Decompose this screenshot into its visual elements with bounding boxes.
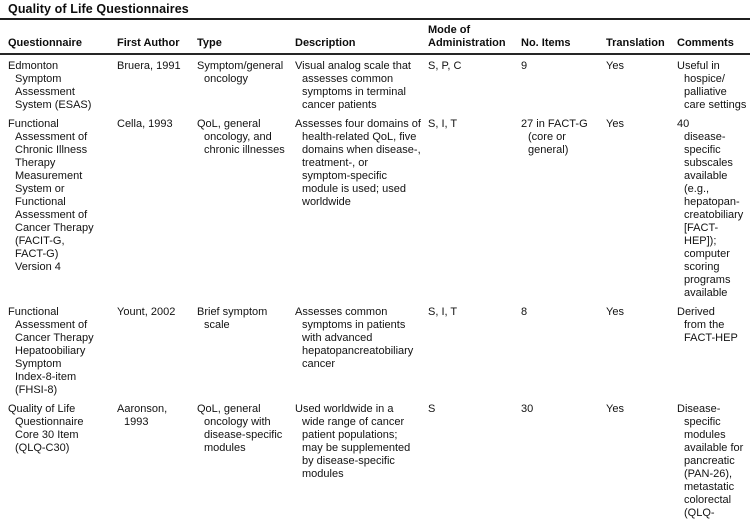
cell-line: may be supplemented [302, 442, 411, 454]
cell-description [295, 306, 428, 397]
cell-line: Chronic Illness [15, 144, 88, 156]
table-title: Quality of Life Questionnaires [8, 2, 189, 16]
cell-type [197, 306, 295, 397]
cell-line: Symptom/general [197, 60, 284, 72]
cell-line: (e.g., [684, 183, 710, 195]
cell-line: scale [204, 319, 230, 331]
cell-comments [677, 60, 747, 112]
cell-line: hepatopan- [684, 196, 740, 208]
cell-line: assesses common [302, 73, 394, 85]
cell-line: Index-8-item [15, 371, 77, 383]
table-row [0, 403, 750, 520]
table-row [0, 60, 750, 112]
cell-line: S, P, C [428, 60, 462, 72]
cell-line: cancer patients [302, 99, 377, 111]
cell-first-author [117, 403, 197, 520]
cell-line: First Author [117, 37, 180, 49]
cell-line: Measurement [15, 170, 83, 182]
cell-line: (core or [528, 131, 566, 143]
cell-line: 40 [677, 118, 690, 130]
cell-line: Assesses four domains of [295, 118, 421, 130]
cell-line: Functional [8, 306, 59, 318]
cell-line: metastatic [684, 481, 735, 493]
column-header-description [295, 37, 428, 50]
cell-line: Assessment of [15, 319, 88, 331]
column-header-first-author [117, 37, 197, 50]
cell-line: wide range of cancer [302, 416, 405, 428]
cell-no-items [521, 118, 606, 300]
cell-line: Assessment of [15, 209, 88, 221]
cell-questionnaire [8, 118, 117, 300]
cell-line: computer [684, 248, 730, 260]
cell-line: S, I, T [428, 118, 458, 130]
cell-line: symptoms in patients [302, 319, 406, 331]
cell-line: HEP]); [684, 235, 717, 247]
cell-line: Questionnaire [15, 416, 84, 428]
cell-line: colorectal [684, 494, 732, 506]
cell-translation [606, 60, 677, 112]
cell-line: pancreatic [684, 455, 735, 467]
cell-line: Cancer Therapy [15, 332, 94, 344]
cell-line: cancer [302, 358, 336, 370]
cell-comments [677, 403, 742, 520]
cell-line: palliative [684, 86, 727, 98]
cell-mode-of-administration [428, 118, 521, 300]
column-header-translation [606, 37, 677, 50]
cell-line: domains when disease-, [302, 144, 421, 156]
cell-line: Assesses common [295, 306, 388, 318]
cell-comments [677, 306, 742, 397]
table-row [0, 306, 750, 397]
cell-line: modules [302, 468, 344, 480]
cell-line: FACT-HEP [684, 332, 738, 344]
cell-line: FACT-G) [15, 248, 59, 260]
cell-line: Edmonton [8, 60, 59, 72]
cell-line: Symptom [15, 358, 62, 370]
cell-line: Questionnaire [8, 37, 82, 49]
cell-line: available [684, 170, 728, 182]
cell-description [295, 403, 428, 520]
cell-type [197, 118, 295, 300]
cell-line: (QLQ- [684, 507, 715, 519]
cell-questionnaire [8, 306, 117, 397]
cell-line: chronic illnesses [204, 144, 285, 156]
cell-line: QoL, general [197, 118, 261, 130]
cell-line: Therapy [15, 157, 56, 169]
cell-line: 8 [521, 306, 528, 318]
cell-line: Hepatoobiliary [15, 345, 86, 357]
cell-line: available [684, 287, 728, 299]
cell-line: Useful in [677, 60, 720, 72]
cell-first-author [117, 60, 197, 112]
cell-line: Aaronson, [117, 403, 168, 415]
cell-line: care settings [684, 99, 747, 111]
column-header-mode-of-administration [428, 24, 521, 50]
cell-line: oncology with [204, 416, 271, 428]
cell-line: S [428, 403, 436, 415]
column-header-questionnaire [8, 37, 117, 50]
cell-line: general) [528, 144, 569, 156]
cell-line: 1993 [124, 416, 149, 428]
cell-line: S, I, T [428, 306, 458, 318]
cell-line: Comments [677, 37, 734, 49]
cell-line: Yes [606, 403, 624, 415]
cell-line: treatment-, or [302, 157, 369, 169]
table-row [0, 118, 750, 300]
cell-line: [FACT- [684, 222, 719, 234]
cell-description [295, 118, 428, 300]
cell-line: Cella, 1993 [117, 118, 173, 130]
cell-line: hospice/ [684, 73, 725, 85]
cell-description [295, 60, 428, 112]
cell-line: 27 in FACT-G [521, 118, 588, 130]
cell-line: from the [684, 319, 725, 331]
cell-line: Bruera, 1991 [117, 60, 181, 72]
cell-line: Yount, 2002 [117, 306, 176, 318]
cell-line: Symptom [15, 73, 62, 85]
cell-line: Core 30 Item [15, 429, 79, 441]
cell-translation [606, 403, 677, 520]
cell-questionnaire [8, 60, 117, 112]
cell-mode-of-administration [428, 60, 521, 112]
cell-line: symptoms in terminal [302, 86, 406, 98]
cell-line: disease- [684, 131, 726, 143]
cell-line: Version 4 [15, 261, 61, 273]
cell-line: disease-specific [204, 429, 283, 441]
cell-line: No. Items [521, 37, 571, 49]
cell-line: patient populations; [302, 429, 398, 441]
cell-line: (FACIT-G, [15, 235, 65, 247]
table-body [0, 60, 750, 520]
cell-line: Type [197, 37, 222, 49]
cell-no-items [521, 60, 606, 112]
cell-no-items [521, 403, 606, 520]
cell-comments [677, 118, 742, 300]
cell-line: Functional [15, 196, 66, 208]
cell-line: (PAN-26), [684, 468, 733, 480]
cell-line: Quality of Life [8, 403, 76, 415]
cell-line: specific [684, 144, 721, 156]
cell-line: 30 [521, 403, 534, 415]
cell-line: Yes [606, 306, 624, 318]
cell-line: programs [684, 274, 731, 286]
cell-line: Yes [606, 60, 624, 72]
cell-line: Translation [606, 37, 665, 49]
cell-line: Yes [606, 118, 624, 130]
cell-type [197, 403, 295, 520]
cell-type [197, 60, 295, 112]
cell-line: oncology [204, 73, 249, 85]
cell-line: Brief symptom [197, 306, 268, 318]
cell-mode-of-administration [428, 403, 521, 520]
cell-line: System or [15, 183, 65, 195]
cell-line: Cancer Therapy [15, 222, 94, 234]
column-header-comments [677, 37, 742, 50]
cell-line: worldwide [302, 196, 351, 208]
cell-first-author [117, 118, 197, 300]
cell-line: available for [684, 442, 744, 454]
cell-line: Mode of [428, 24, 471, 36]
cell-line: (QLQ-C30) [15, 442, 70, 454]
cell-line: Administration [428, 37, 506, 49]
cell-line: Disease- [677, 403, 721, 415]
cell-translation [606, 306, 677, 397]
cell-line: symptom-specific [302, 170, 387, 182]
cell-mode-of-administration [428, 306, 521, 397]
cell-line: Used worldwide in a [295, 403, 394, 415]
cell-line: Visual analog scale that [295, 60, 411, 72]
column-header-no-items [521, 37, 606, 50]
cell-line: Description [295, 37, 356, 49]
cell-line: oncology, and [204, 131, 272, 143]
cell-line: by disease-specific [302, 455, 395, 467]
cell-questionnaire [8, 403, 117, 520]
cell-line: creatobiliary [684, 209, 744, 221]
cell-line: QoL, general [197, 403, 261, 415]
cell-line: Assessment [15, 86, 75, 98]
cell-line: modules [684, 429, 726, 441]
cell-line: 9 [521, 60, 528, 72]
table-header-row [0, 20, 750, 55]
cell-line: specific [684, 416, 721, 428]
cell-line: Derived [677, 306, 715, 318]
cell-line: (FHSI-8) [15, 384, 58, 396]
column-header-type [197, 37, 295, 50]
cell-line: System (ESAS) [15, 99, 92, 111]
cell-line: module is used; used [302, 183, 406, 195]
cell-line: Assessment of [15, 131, 88, 143]
cell-line: Functional [8, 118, 59, 130]
cell-line: modules [204, 442, 246, 454]
cell-no-items [521, 306, 606, 397]
cell-line: health-related QoL, five [302, 131, 417, 143]
cell-line: with advanced [302, 332, 373, 344]
cell-first-author [117, 306, 197, 397]
cell-line: hepatopancreatobiliary [302, 345, 414, 357]
cell-translation [606, 118, 677, 300]
cell-line: subscales [684, 157, 733, 169]
cell-line: scoring [684, 261, 720, 273]
